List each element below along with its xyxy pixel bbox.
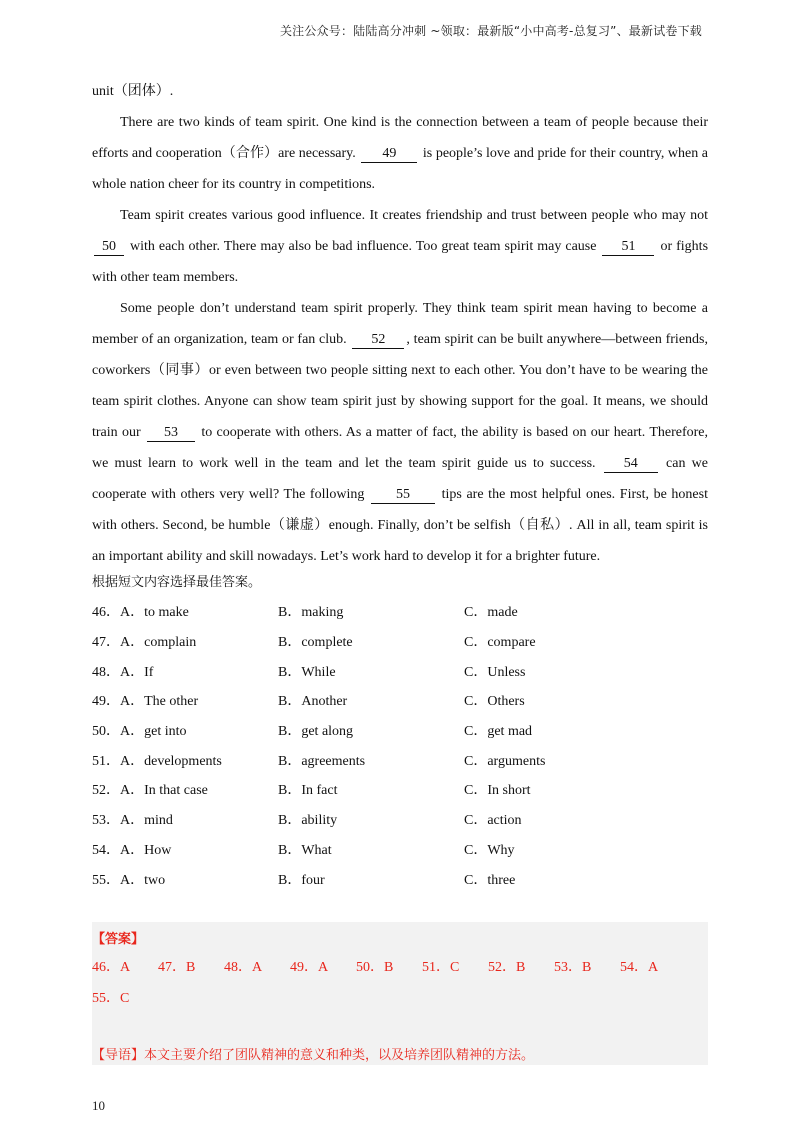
text: can we cooperate with others very well? The following xyxy=(92,456,708,502)
blank-53: 53 xyxy=(147,425,195,442)
blank-55: 55 xyxy=(371,487,435,504)
option-c: C．compare xyxy=(464,635,536,651)
option-a: 55．A．two xyxy=(92,872,166,888)
paragraph-2 xyxy=(92,200,708,293)
option-c: C．action xyxy=(464,813,522,829)
passage xyxy=(92,76,708,895)
guide-text: 【导语】本文主要介绍了团队精神的意义和种类，以及培养团队精神的方法。 xyxy=(92,1048,535,1063)
question-49 xyxy=(92,687,708,717)
paragraph-3 xyxy=(92,293,708,572)
blank-49: 49 xyxy=(361,146,417,163)
answer-title: 【答案】 xyxy=(92,932,145,947)
option-b: B．making xyxy=(278,605,344,621)
blank-50: 50 xyxy=(94,239,124,256)
text: is people’s love and pride for their country, when a whole nation cheer for its country in competitions. xyxy=(92,146,709,192)
option-b: B．complete xyxy=(278,635,353,651)
option-b: B．In fact xyxy=(278,783,338,799)
option-b: B．ability xyxy=(278,813,338,829)
option-b: B．While xyxy=(278,664,336,680)
option-a: 50．A．get into xyxy=(92,724,187,740)
option-a: 54．A．How xyxy=(92,842,172,858)
instruction: 根据短文内容选择最佳答案。 xyxy=(92,575,262,590)
option-c: C．In short xyxy=(464,783,531,799)
option-a: 53．A．mind xyxy=(92,813,173,829)
page-header: 关注公众号：陆陆高分冲刺 ~领取：最新版“小中高考-总复习”、最新试卷下载 xyxy=(279,24,702,38)
answer-item: 46．A xyxy=(92,960,131,975)
text: Some people don’t understand team spirit properly. They think team spirit mean having to become a member of an organization, team or fan club. xyxy=(92,301,708,347)
option-c: C．Why xyxy=(464,842,515,858)
text: There are two kinds of team spirit. One kind is the connection between a team of people because their efforts and cooperation（合作）are necessary. xyxy=(92,115,708,161)
option-a: 51．A．developments xyxy=(92,753,222,769)
text: Team spirit creates various good influence. It creates friendship and trust between people who may not xyxy=(120,208,708,223)
option-b: B．get along xyxy=(278,724,354,740)
text: tips are the most helpful ones. First, be honest with others. Second, be humble（谦虚）enough. Finally, don’t be selfish（自私）. All in all, team spirit is an important ability and skill nowadays. Let’s work hard to develop it for a brighter future. xyxy=(92,487,708,564)
answer-item: 55．C xyxy=(92,991,130,1006)
question-51 xyxy=(92,746,708,776)
paragraph-1 xyxy=(92,107,708,200)
answer-item: 49．A xyxy=(290,960,329,975)
option-a: 48．A．If xyxy=(92,664,154,680)
question-46 xyxy=(92,598,708,628)
option-c: C．arguments xyxy=(464,753,546,769)
text: , team spirit can be built anywhere—between friends, coworkers（同事）or even between two people sitting next to each other. You don’t have to be wearing the team spirit clothes. Anyone can show team spirit just by showing support for the goal. It means, we should train our xyxy=(92,332,708,440)
option-c: C．three xyxy=(464,872,516,888)
answer-item: 52．B xyxy=(488,960,526,975)
option-c: C．get mad xyxy=(464,724,533,740)
answer-item: 53．B xyxy=(554,960,592,975)
options-list xyxy=(92,598,708,895)
question-52 xyxy=(92,776,708,806)
answer-item: 47．B xyxy=(158,960,196,975)
option-b: B．What xyxy=(278,842,332,858)
answer-box xyxy=(92,922,708,1065)
answer-item: 51．C xyxy=(422,960,460,975)
text: to cooperate with others. As a matter of fact, the ability is based on our heart. Therefore, we must learn to work well in the team and let the team spirit guide us to success. xyxy=(92,425,708,471)
paragraph-0: unit（团体）. xyxy=(92,84,174,99)
question-47 xyxy=(92,628,708,658)
option-c: C．made xyxy=(464,605,518,621)
option-a: 46．A．to make xyxy=(92,605,189,621)
question-54 xyxy=(92,836,708,866)
answer-item: 54．A xyxy=(620,960,659,975)
option-c: C．Others xyxy=(464,694,525,710)
question-55 xyxy=(92,865,708,895)
option-c: C．Unless xyxy=(464,664,526,680)
text: with each other. There may also be bad influence. Too great team spirit may cause xyxy=(130,239,597,254)
option-a: 49．A．The other xyxy=(92,694,199,710)
option-a: 52．A．In that case xyxy=(92,783,208,799)
answer-item: 50．B xyxy=(356,960,394,975)
question-53 xyxy=(92,806,708,836)
option-a: 47．A．complain xyxy=(92,635,197,651)
page-number: 10 xyxy=(92,1098,105,1113)
text: or fights with other team members. xyxy=(92,239,709,285)
option-b: B．agreements xyxy=(278,753,366,769)
answer-item: 48．A xyxy=(224,960,263,975)
blank-51: 51 xyxy=(602,239,654,256)
option-b: B．Another xyxy=(278,694,348,710)
option-b: B．four xyxy=(278,872,325,888)
blank-52: 52 xyxy=(352,332,404,349)
answer-row xyxy=(92,956,680,976)
answer-row-2 xyxy=(92,987,129,1007)
blank-54: 54 xyxy=(604,456,658,473)
question-50 xyxy=(92,717,708,747)
question-48 xyxy=(92,657,708,687)
